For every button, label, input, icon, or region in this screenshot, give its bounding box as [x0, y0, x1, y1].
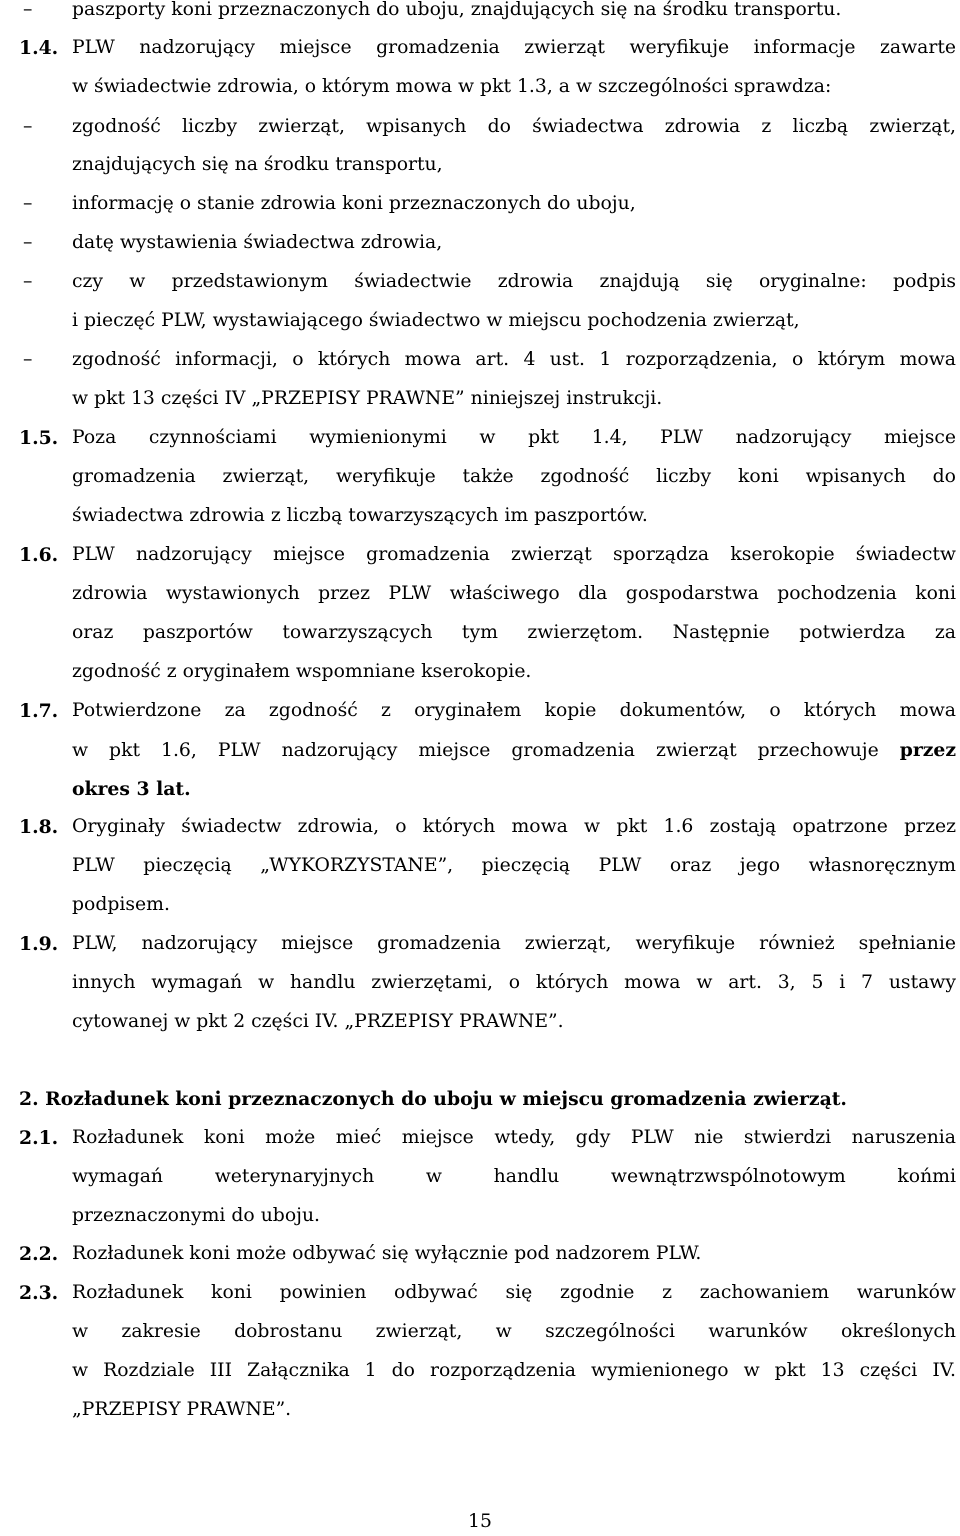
- list-dash: –: [23, 232, 33, 253]
- paragraph-line: podpisem.: [72, 894, 170, 915]
- page-number: 15: [468, 1511, 492, 1532]
- paragraph-number: 1.8.: [19, 816, 59, 838]
- list-item-text: zgodność liczby zwierząt, wpisanych do świadectwa zdrowia z liczbą zwierząt,: [72, 116, 956, 137]
- list-item-text: zgodność informacji, o których mowa art. 4 ust. 1 rozporządzenia, o którym mowa: [72, 349, 956, 370]
- paragraph-number: 1.6.: [19, 544, 59, 566]
- paragraph-line: PLW pieczęcią „WYKORZYSTANE”, pieczęcią PLW oraz jego własnoręcznym: [72, 855, 956, 876]
- paragraph-line: w Rozdziale III Załącznika 1 do rozporządzenia wymienionego w pkt 13 części IV.: [72, 1360, 956, 1381]
- paragraph-line: cytowanej w pkt 2 części IV. „PRZEPISY PRAWNE”.: [72, 1011, 564, 1032]
- paragraph-text: w pkt 1.6, PLW nadzorujący miejsce gromadzenia zwierząt przechowuje: [72, 740, 900, 761]
- paragraph-line: przeznaczonymi do uboju.: [72, 1205, 321, 1226]
- paragraph-line: PLW nadzorujący miejsce gromadzenia zwierząt sporządza kserokopie świadectw: [72, 544, 956, 565]
- list-item-text: i pieczęć PLW, wystawiającego świadectwo w miejscu pochodzenia zwierząt,: [72, 310, 800, 331]
- paragraph-line: [72, 736, 956, 764]
- paragraph-number: 1.9.: [19, 933, 59, 955]
- paragraph-line: Rozładunek koni powinien odbywać się zgodnie z zachowaniem warunków: [72, 1282, 956, 1303]
- paragraph-line: PLW, nadzorujący miejsce gromadzenia zwierząt, weryfikuje również spełnianie: [72, 933, 956, 954]
- paragraph-number: 2.3.: [19, 1282, 59, 1304]
- list-item-text: paszporty koni przeznaczonych do uboju, znajdujących się na środku transportu.: [72, 0, 842, 20]
- list-dash: –: [23, 0, 33, 20]
- paragraph-number: 1.4.: [19, 37, 59, 59]
- paragraph-line: w świadectwie zdrowia, o którym mowa w pkt 1.3, a w szczególności sprawdza:: [72, 76, 832, 97]
- paragraph-line: Rozładunek koni może odbywać się wyłącznie pod nadzorem PLW.: [72, 1243, 702, 1264]
- list-dash: –: [23, 193, 33, 214]
- list-item-text: datę wystawienia świadectwa zdrowia,: [72, 232, 443, 253]
- paragraph-number: 1.5.: [19, 427, 59, 449]
- paragraph-line: innych wymagań w handlu zwierzętami, o których mowa w art. 3, 5 i 7 ustawy: [72, 972, 956, 993]
- paragraph-line: zgodność z oryginałem wspomniane kserokopie.: [72, 661, 532, 682]
- paragraph-line: zdrowia wystawionych przez PLW właściwego dla gospodarstwa pochodzenia koni: [72, 583, 956, 604]
- section-heading: 2. Rozładunek koni przeznaczonych do uboju w miejscu gromadzenia zwierząt.: [19, 1088, 847, 1110]
- emphasis-text: przez: [899, 739, 956, 761]
- list-item-text: czy w przedstawionym świadectwie zdrowia znajdują się oryginalne: podpis: [72, 271, 956, 292]
- emphasis-line: okres 3 lat.: [72, 778, 191, 800]
- paragraph-line: Rozładunek koni może mieć miejsce wtedy, gdy PLW nie stwierdzi naruszenia: [72, 1127, 956, 1148]
- paragraph-line: wymagań weterynaryjnych w handlu wewnątrzwspólnotowym końmi: [72, 1166, 956, 1187]
- list-dash: –: [23, 116, 33, 137]
- list-dash: –: [23, 271, 33, 292]
- paragraph-line: Potwierdzone za zgodność z oryginałem kopie dokumentów, o których mowa: [72, 700, 956, 721]
- paragraph-line: oraz paszportów towarzyszących tym zwierzętom. Następnie potwierdza za: [72, 622, 956, 643]
- paragraph-line: PLW nadzorujący miejsce gromadzenia zwierząt weryfikuje informacje zawarte: [72, 37, 956, 58]
- paragraph-line: Oryginały świadectw zdrowia, o których mowa w pkt 1.6 zostają opatrzone przez: [72, 816, 956, 837]
- paragraph-line: „PRZEPISY PRAWNE”.: [72, 1399, 292, 1420]
- paragraph-line: świadectwa zdrowia z liczbą towarzyszących im paszportów.: [72, 505, 648, 526]
- paragraph-number: 2.1.: [19, 1127, 59, 1149]
- list-dash: –: [23, 349, 33, 370]
- paragraph-number: 2.2.: [19, 1243, 59, 1265]
- paragraph-line: gromadzenia zwierząt, weryfikuje także zgodność liczby koni wpisanych do: [72, 466, 956, 487]
- paragraph-line: w zakresie dobrostanu zwierząt, w szczególności warunków określonych: [72, 1321, 956, 1342]
- list-item-text: informację o stanie zdrowia koni przeznaczonych do uboju,: [72, 193, 636, 214]
- paragraph-line: Poza czynnościami wymienionymi w pkt 1.4, PLW nadzorujący miejsce: [72, 427, 956, 448]
- paragraph-number: 1.7.: [19, 700, 59, 722]
- list-item-text: znajdujących się na środku transportu,: [72, 154, 443, 175]
- list-item-text: w pkt 13 części IV „PRZEPISY PRAWNE” niniejszej instrukcji.: [72, 388, 663, 409]
